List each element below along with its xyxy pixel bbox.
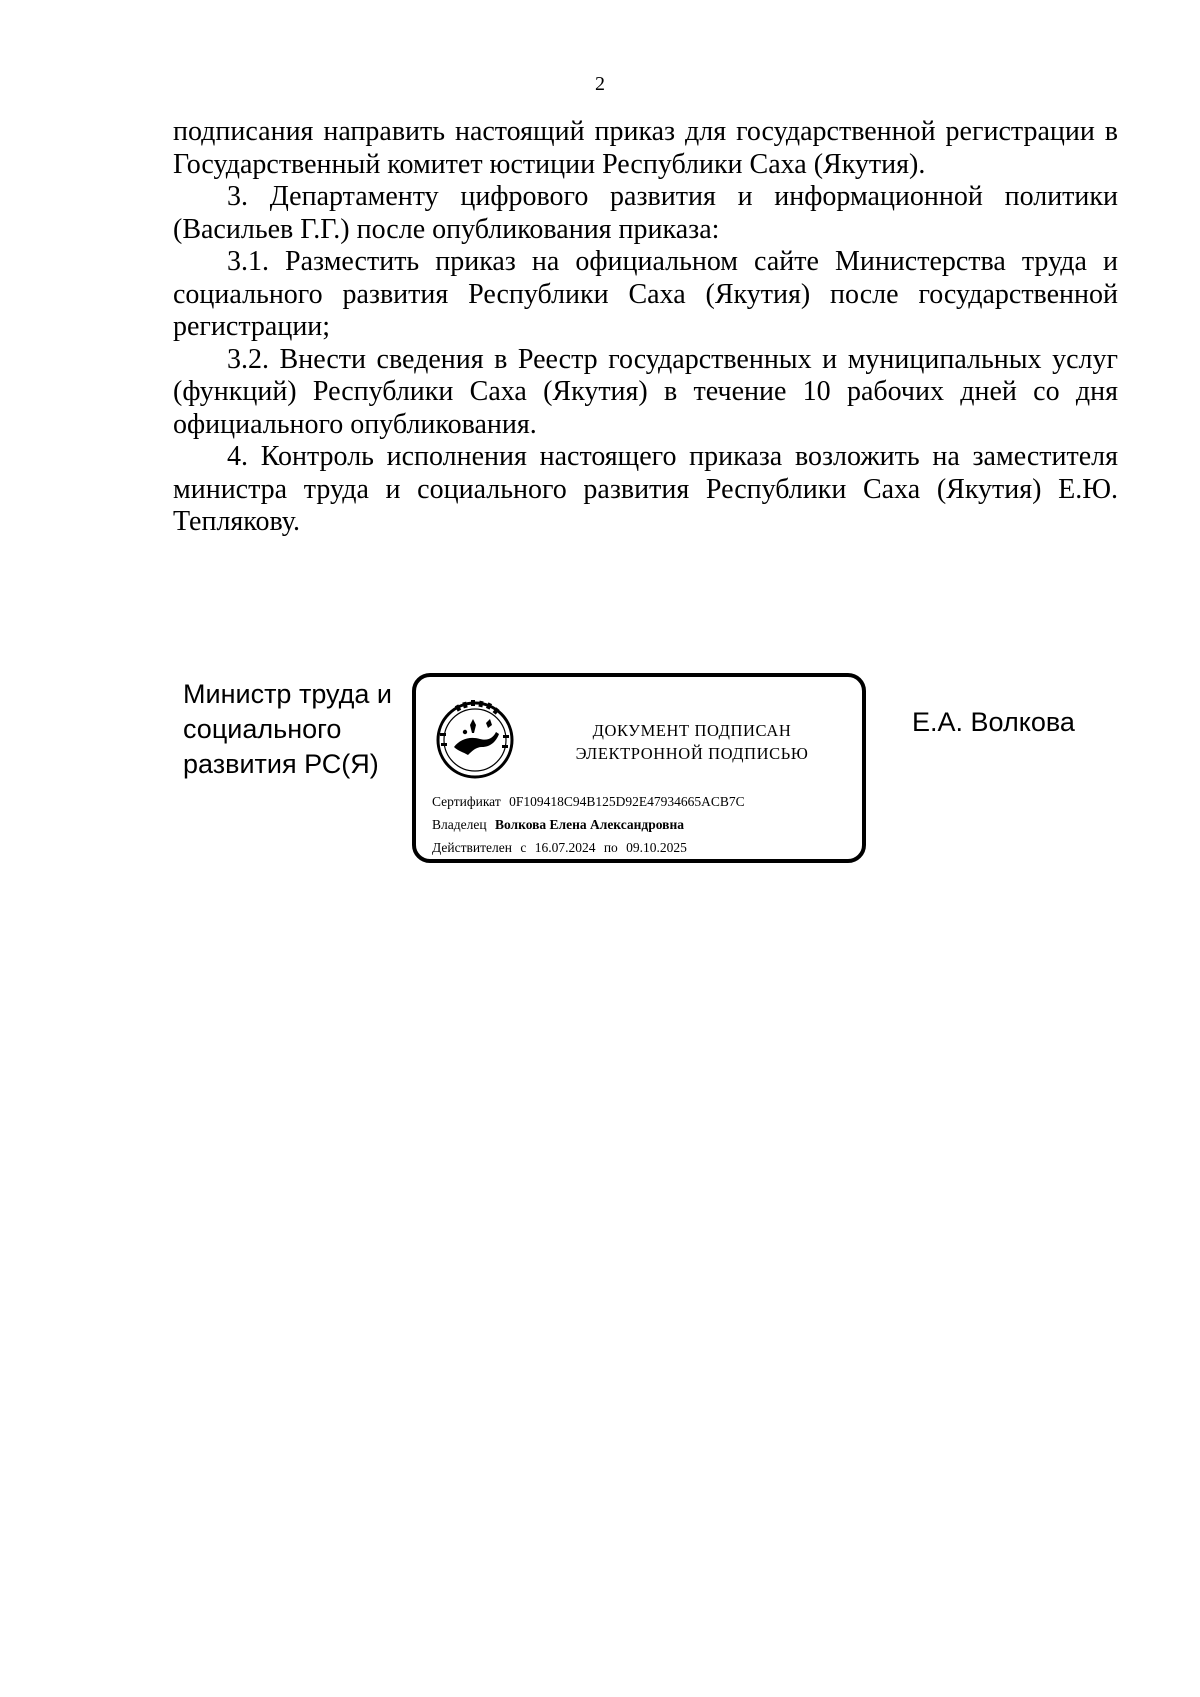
certificate-label: Сертификат [432,794,501,809]
paragraph-item-3-1: 3.1. Разместить приказ на официальном сайте Министерства труда и социального развития Республики Саха (Якутия) после государственной регистрации; [173,246,1118,342]
validity-label: Действителен [432,840,512,855]
signatory-title [183,677,413,782]
paragraph-item-4: 4. Контроль исполнения настоящего приказа возложить на заместителя министра труда и социального развития Республики Саха (Якутия) Е.Ю. Теплякову. [173,441,1118,537]
certificate-row [432,790,745,813]
signatory-title-line: социального [183,714,342,744]
signatory-name: Е.А. Волкова [912,707,1075,737]
owner-value: Волкова Елена Александровна [494,817,685,832]
owner-row [432,813,745,836]
signatory-title-line: развития РС(Я) [183,749,379,779]
paragraph-continuation: подписания направить настоящий приказ для государственной регистрации в Государственный комитет юстиции Республики Саха (Якутия). [173,116,1118,180]
validity-to-date: 09.10.2025 [626,840,687,855]
stamp-heading [531,719,853,765]
paragraph-item-3-2: 3.2. Внести сведения в Реестр государственных и муниципальных услуг (функций) Республики Саха (Якутия) в течение 10 рабочих дней со дня официального опубликования. [173,343,1118,440]
validity-from-date: 16.07.2024 [534,840,596,855]
validity-to-prefix: по [603,840,618,855]
owner-label: Владелец [432,817,487,832]
signatory-title-line: Министр труда и [183,679,392,709]
paragraph-item-3: 3. Департаменту цифрового развития и информационной политики (Васильев Г.Г.) после опубликования приказа: [173,181,1118,245]
stamp-details [432,790,745,859]
stamp-heading-line: ЭЛЕКТРОННОЙ ПОДПИСЬЮ [575,744,809,763]
coat-of-arms-emblem-icon [430,695,520,785]
document-body [173,116,1118,539]
certificate-value: 0F109418C94B125D92E47934665ACB7C [509,794,745,809]
stamp-heading-line: ДОКУМЕНТ ПОДПИСАН [592,721,792,740]
validity-from-prefix: с [520,840,527,855]
electronic-signature-stamp [412,673,866,863]
page-number: 2 [595,73,605,95]
validity-row [432,836,745,859]
